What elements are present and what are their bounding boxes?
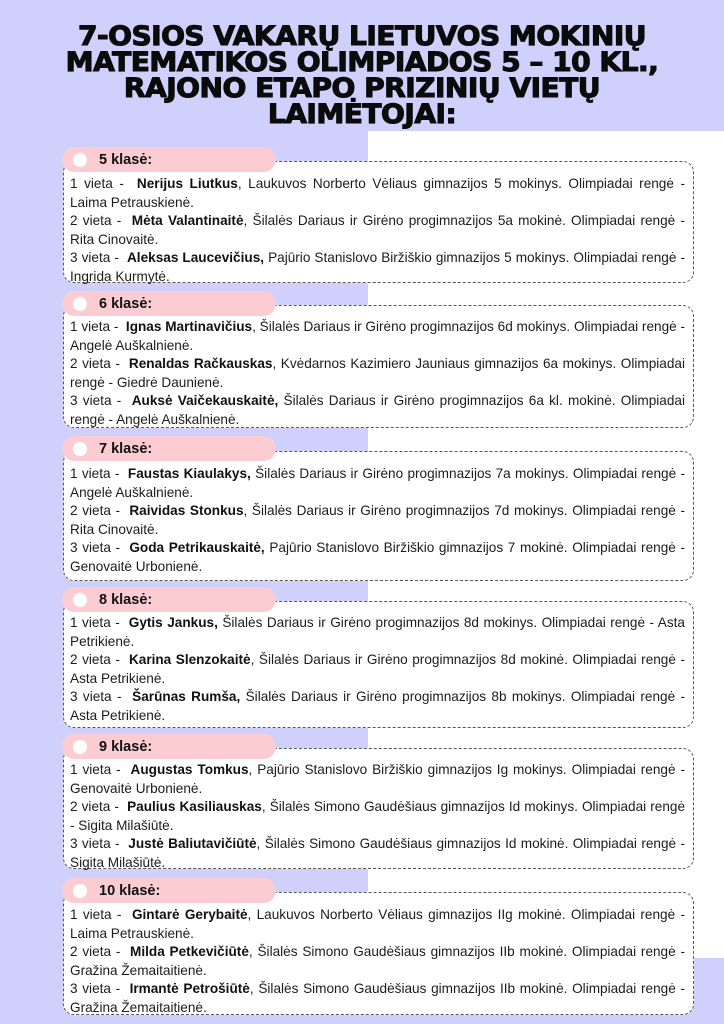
grade-pill (62, 587, 276, 612)
place: 1 vieta - (70, 466, 120, 481)
bullet-dot-icon (73, 593, 87, 607)
winner-entry (70, 539, 685, 576)
bullet-dot-icon (73, 297, 87, 311)
place: 1 vieta - (70, 762, 121, 777)
winner-entry (70, 835, 685, 872)
separator: , (261, 799, 266, 814)
place: 3 vieta - (70, 540, 121, 555)
grade-pill (62, 147, 276, 172)
winner-details: Šilalės Dariaus ir Girėno progimnazijos 8d mokinys. Olimpiadai rengė - Asta Petrikienė. (70, 615, 685, 649)
winner-details: Šilalės Dariaus ir Girėno progimnazijos 8d mokinė. Olimpiadai rengė - Asta Petrikienė. (70, 652, 685, 686)
winner-details: Šilalės Dariaus ir Girėno progimnazijos 6d mokinys. Olimpiadai rengė - Angelė Auškalnienė. (70, 319, 686, 353)
winner-entry (70, 798, 685, 835)
grade-label: 7 klasė: (99, 440, 153, 457)
separator: , (248, 944, 253, 959)
winner-details: Šilalės Simono Gaudėšiaus gimnazijos Id mokinys. Olimpiadai rengė - Sigita Milašiūtė. (70, 799, 686, 833)
place: 1 vieta - (70, 176, 124, 191)
bullet-dot-icon (73, 442, 87, 456)
winner-name: Renaldas Račkauskas (128, 356, 273, 371)
winner-name: Milda Petkevičiūtė (130, 944, 249, 959)
grade-label: 5 klasė: (99, 151, 153, 168)
place: 3 vieta - (70, 981, 121, 996)
winner-name: Mėta Valantinaitė (131, 213, 244, 228)
winner-entry (70, 212, 685, 249)
separator: , (243, 213, 248, 228)
winners-box (63, 451, 694, 581)
separator: , (272, 356, 277, 371)
title-line: RAJONO ETAPO PRIZINIŲ VIETŲ (123, 73, 601, 104)
place: 2 vieta - (70, 356, 120, 371)
title-line: LAIMĖTOJAI: (267, 99, 457, 130)
grade-pill (62, 436, 276, 461)
winner-entry (70, 249, 685, 286)
separator: , (256, 836, 261, 851)
winner-name: Auksė Vaičekauskaitė, (131, 393, 279, 408)
winner-details: Šilalės Dariaus ir Girėno progimnazijos 5a mokinė. Olimpiadai rengė - Rita Cinovaitė. (70, 213, 686, 247)
grade-label: 8 klasė: (99, 591, 153, 608)
place: 2 vieta - (70, 652, 120, 667)
winner-name: Augustas Tomkus (130, 762, 249, 777)
bullet-dot-icon (73, 153, 87, 167)
place: 3 vieta - (70, 393, 122, 408)
winner-entry (70, 392, 685, 429)
winner-entry (70, 502, 685, 539)
place: 2 vieta - (70, 799, 119, 814)
grade-label: 6 klasė: (99, 295, 153, 312)
winners-box (63, 305, 694, 428)
winner-name: Ignas Martinavičius (125, 319, 253, 334)
page-title (27, 21, 697, 130)
separator: , (243, 503, 248, 518)
separator: , (247, 907, 252, 922)
winner-name: Raividas Stonkus (129, 503, 244, 518)
winners-box (63, 892, 694, 1015)
winner-details: Kvėdarnos Kazimiero Jauniaus gimnazijos 6a mokinys. Olimpiadai rengė - Giedrė Daunienė. (70, 356, 685, 390)
winner-details: Laukuvos Norberto Vėliaus gimnazijos 5 mokinys. Olimpiadai rengė - Laima Petrauskienė. (70, 176, 685, 210)
winner-details: Šilalės Simono Gaudėšiaus gimnazijos IIb mokinė. Olimpiadai rengė - Gražina Žemaitaitienė. (70, 944, 686, 978)
separator: , (252, 319, 256, 334)
winner-details: Pajūrio Stanislovo Biržiškio gimnazijos 5 mokinys. Olimpiadai rengė - Ingrida Kurmytė. (70, 250, 685, 284)
title-line: 7-OSIOS VAKARŲ LIETUVOS MOKINIŲ (77, 21, 647, 52)
winner-name: Faustas Kiaulakys, (127, 466, 251, 481)
winner-name: Nerijus Liutkus (136, 176, 238, 191)
winners-box (63, 601, 694, 728)
winner-details: Šilalės Dariaus ir Girėno progimnazijos 7a mokinys. Olimpiadai rengė - Angelė Auškalnienė. (70, 466, 685, 500)
grade-label: 9 klasė: (99, 738, 153, 755)
separator: , (250, 652, 255, 667)
title-line: MATEMATIKOS OLIMPIADOS 5 – 10 KL., (65, 47, 659, 78)
bullet-dot-icon (73, 740, 87, 754)
winner-name: Karina Slenzokaitė (128, 652, 251, 667)
winner-details: Šilalės Simono Gaudėšiaus gimnazijos Id mokinė. Olimpiadai rengė - Sigita Milašiūtė. (70, 836, 685, 870)
winner-details: Šilalės Dariaus ir Girėno progimnazijos 6a kl. mokinė. Olimpiadai rengė - Angelė Auškalnienė. (70, 393, 685, 427)
place: 2 vieta - (70, 944, 121, 959)
grade-pill (62, 734, 276, 759)
separator: , (248, 762, 253, 777)
place: 3 vieta - (70, 689, 122, 704)
winners-box (63, 161, 694, 283)
winner-entry (70, 761, 685, 798)
winner-details: Pajūrio Stanislovo Biržiškio gimnazijos 7 mokinė. Olimpiadai rengė - Genovaitė Urbonienė. (70, 540, 685, 574)
winner-entry (70, 688, 685, 725)
grade-label: 10 klasė: (99, 882, 161, 899)
winner-entry (70, 465, 685, 502)
winner-name: Goda Petrikauskaitė, (129, 540, 265, 555)
winner-details: Pajūrio Stanislovo Biržiškio gimnazijos Ig mokinys. Olimpiadai rengė - Genovaitė Urbonienė. (70, 762, 685, 796)
winner-name: Aleksas Laucevičius, (126, 250, 265, 265)
winner-details: Šilalės Dariaus ir Girėno progimnazijos 7d mokinys. Olimpiadai rengė - Rita Cinovaitė. (70, 503, 685, 537)
winner-name: Irmantė Petrošiūtė (129, 981, 250, 996)
winner-entry (70, 318, 685, 355)
place: 2 vieta - (70, 213, 122, 228)
winner-entry (70, 980, 685, 1017)
winner-name: Šarūnas Rumša, (132, 689, 241, 704)
winner-entry (70, 614, 685, 651)
winner-name: Gintarė Gerybaitė (131, 907, 248, 922)
winner-name: Gytis Jankus, (128, 615, 218, 630)
separator: , (237, 176, 242, 191)
winner-name: Paulius Kasiliauskas (127, 799, 262, 814)
place: 3 vieta - (70, 250, 119, 265)
winner-details: Šilalės Dariaus ir Girėno progimnazijos 8b mokinys. Olimpiadai rengė - Asta Petrikienė. (70, 689, 686, 723)
grade-pill (62, 878, 276, 903)
grade-pill (62, 291, 276, 316)
place: 1 vieta - (70, 615, 120, 630)
winner-entry (70, 906, 685, 943)
winner-name: Justė Baliutavičiūtė (128, 836, 257, 851)
winner-entry (70, 355, 685, 392)
place: 3 vieta - (70, 836, 120, 851)
winner-entry (70, 943, 685, 980)
winner-entry (70, 651, 685, 688)
winner-entry (70, 175, 685, 212)
bullet-dot-icon (73, 884, 87, 898)
winner-details: Šilalės Simono Gaudėšiaus gimnazijos IIb mokinė. Olimpiadai rengė - Gražina Žemaitaitienė. (70, 981, 685, 1015)
place: 2 vieta - (70, 503, 121, 518)
place: 1 vieta - (70, 907, 122, 922)
winners-box (63, 748, 694, 869)
place: 1 vieta - (70, 319, 119, 334)
separator: , (249, 981, 254, 996)
winner-details: Laukuvos Norberto Vėliaus gimnazijos IIg mokinė. Olimpiadai rengė - Laima Petrauskienė. (70, 907, 685, 941)
